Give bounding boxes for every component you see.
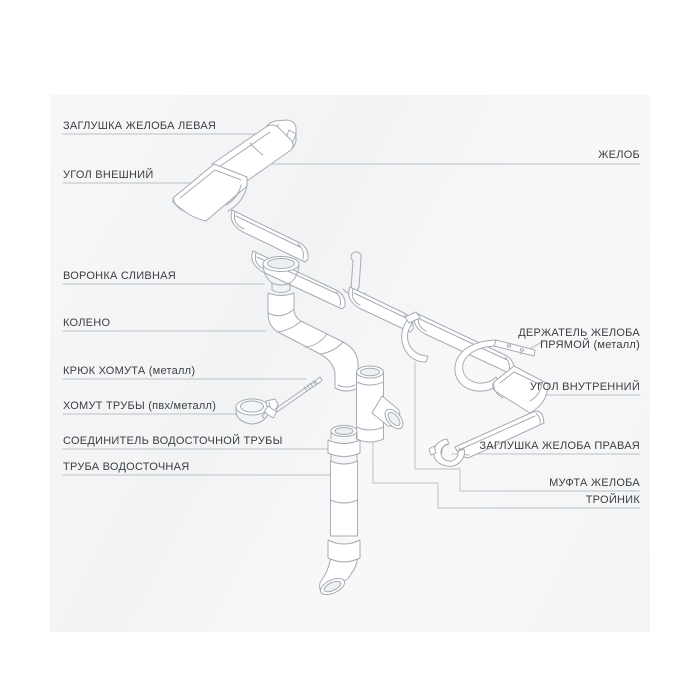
label-bracket-metal-1: ДЕРЖАТЕЛЬ ЖЕЛОБА	[518, 327, 640, 339]
label-gutter: ЖЕЛОБ	[598, 149, 640, 161]
label-corner-outer: УГОЛ ВНЕШНИЙ	[63, 169, 154, 181]
downpipe-part	[328, 461, 360, 562]
label-gutter-union: МУФТА ЖЕЛОБА	[549, 477, 640, 489]
label-bracket-metal-2: ПРЯМОЙ (металл)	[540, 339, 640, 351]
label-funnel: ВОРОНКА СЛИВНАЯ	[63, 270, 176, 282]
gutter-section-1	[231, 210, 308, 262]
label-elbow: КОЛЕНО	[63, 317, 111, 329]
gutter-cap-right-part	[429, 439, 465, 466]
label-downpipe: ТРУБА ВОДОСТОЧНАЯ	[63, 461, 190, 473]
clamp-hook-stud-part	[262, 377, 322, 418]
label-gutter-cap-right: ЗАГЛУШКА ЖЕЛОБА ПРАВАЯ	[479, 440, 640, 452]
tee-part	[357, 366, 407, 442]
gutter-section-3	[349, 287, 413, 332]
outlet-elbow-part	[318, 559, 358, 598]
label-clamp-hook: КРЮК ХОМУТА (металл)	[63, 365, 196, 377]
label-pipe-connector: СОЕДИНИТЕЛЬ ВОДОСТОЧНОЙ ТРУБЫ	[63, 435, 283, 447]
downpipe-connector-part	[328, 426, 360, 462]
elbow-part	[268, 293, 358, 391]
label-corner-inner: УГОЛ ВНУТРЕННИЙ	[529, 381, 640, 393]
label-tee: ТРОЙНИК	[585, 494, 640, 506]
label-gutter-cap-left: ЗАГЛУШКА ЖЕЛОБА ЛЕВАЯ	[63, 120, 217, 132]
label-pipe-clamp: ХОМУТ ТРУБЫ (пвх/металл)	[63, 400, 217, 412]
